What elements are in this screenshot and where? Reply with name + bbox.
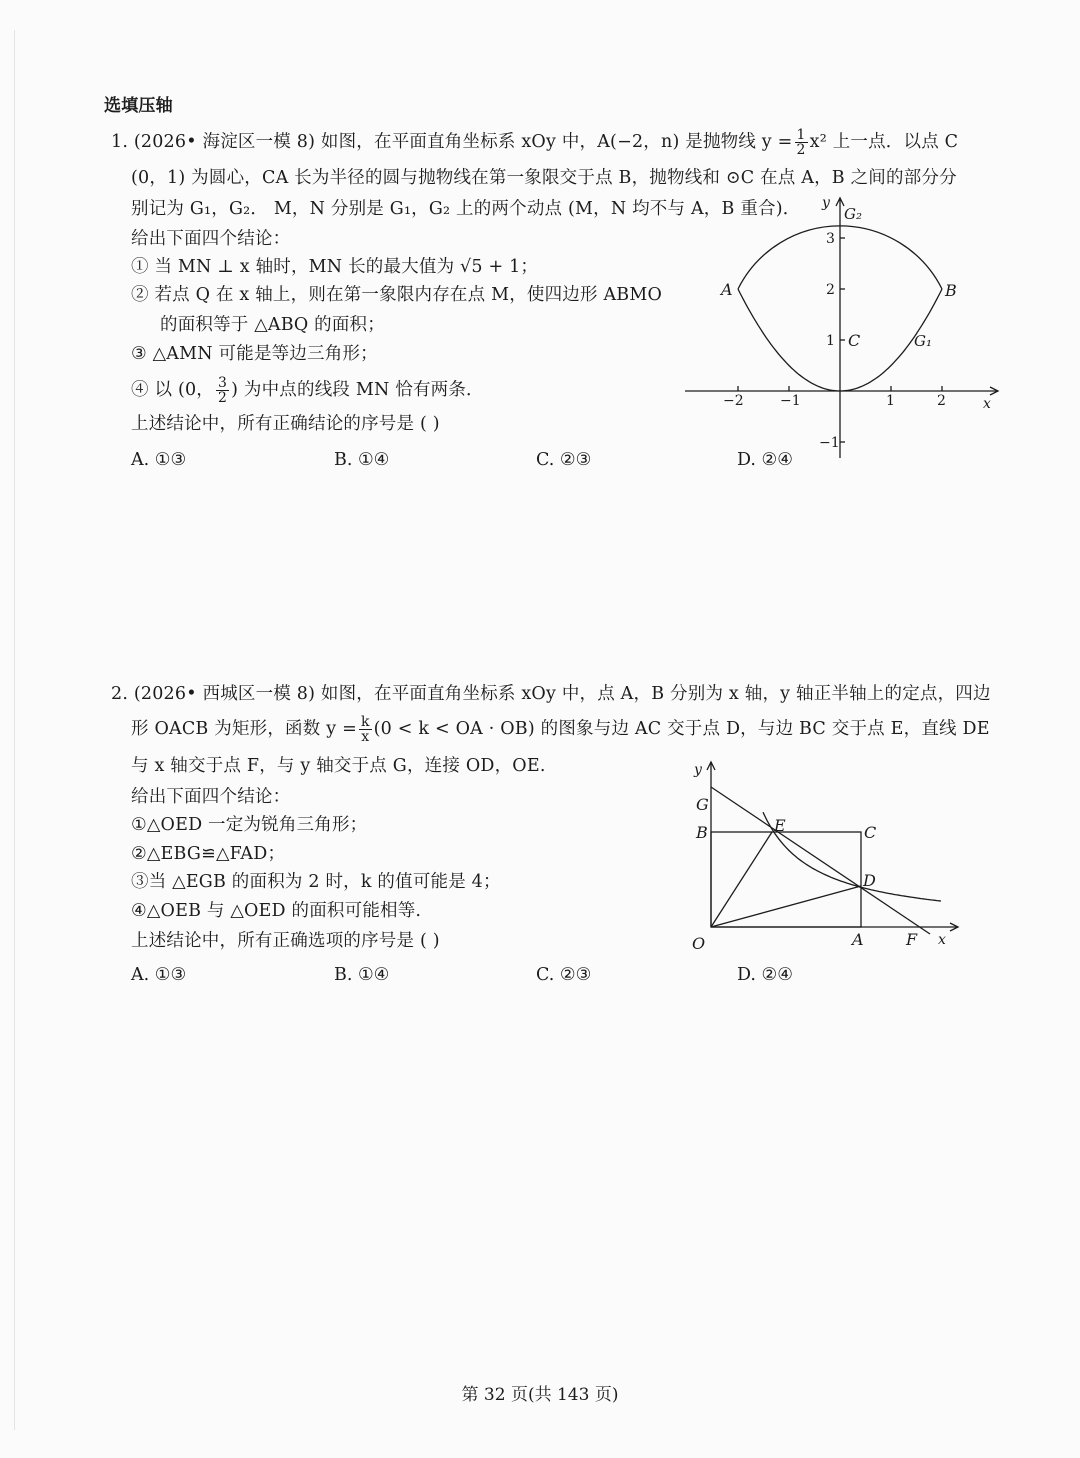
q2-fraction [359,715,372,744]
q1-c4-suffix: 为中点的线段 MN 恰有两条． [243,380,484,400]
q2-label-y: y [694,762,702,778]
q1-line-1-text-b: x² 上一点．以点 C [809,132,959,152]
q1-c4-fraction-num: 3 [218,375,228,391]
q2-line-2 [131,715,990,744]
q1-c4-point-close: ) [231,380,239,400]
q1-label-a: A [721,280,733,299]
q1-x-tick-label: 2 [937,393,946,409]
q1-y-tick-label: 3 [826,231,835,247]
q1-option-c[interactable]: C. ②③ [536,450,592,470]
q2-label-e: E [774,816,786,835]
q2-conclusion-1: ①△OED 一定为锐角三角形； [131,815,368,835]
q1-x-label: x [983,396,991,412]
q1-y-tick-label: 1 [826,333,835,349]
q1-line-1 [111,128,958,157]
page-footer: 第 32 页(共 143 页) [461,1385,619,1405]
q1-conclusion-1: ① 当 MN ⊥ x 轴时，MN 长的最大值为 √5 + 1； [131,257,539,277]
q2-label-o: O [692,934,706,953]
q2-conclusion-4: ④△OEB 与 △OED 的面积可能相等. [131,901,422,921]
q2-line-2-text-a: 形 OACB 为矩形，函数 y = [131,719,357,739]
q1-option-a[interactable]: A. ①③ [131,450,187,470]
q2-label-g: G [696,795,709,814]
q1-c4-point-open: (0， [177,380,214,400]
q1-option-d[interactable]: D. ②④ [737,450,793,470]
q2-option-b[interactable]: B. ①④ [334,965,390,985]
page-edge-shadow [14,30,15,1430]
q2-option-a[interactable]: A. ①③ [131,965,187,985]
q2-hyperbola [763,812,941,901]
q1-y-tick-label: −1 [819,435,840,451]
q2-label-x: x [938,932,946,948]
q1-conclusion-3: ③ △AMN 可能是等边三角形； [131,344,378,364]
q2-line-1: 2. (2026• 西城区一模 8) 如图，在平面直角坐标系 xOy 中，点 A，B 分别为 x 轴，y 轴正半轴上的定点，四边 [111,684,991,704]
q1-fraction [795,128,808,157]
q1-x-tick-label: −2 [723,393,744,409]
q2-label-b: B [696,823,708,842]
q2-option-d[interactable]: D. ②④ [737,965,793,985]
q2-conclusion-2: ②△EBG≌△FAD； [131,844,286,864]
q1-c4-prefix: ④ 以 [131,380,173,400]
q1-y-label: y [822,195,830,211]
q1-y-tick-label: 2 [826,282,835,298]
q1-label-g1: G₁ [914,332,932,350]
q1-ask: 上述结论中，所有正确结论的序号是 ( ) [131,414,440,434]
q2-line-2-text-b: (0 < k < OA · OB) 的图象与边 AC 交于点 D，与边 BC 交于点 E，直线 DE [373,719,990,739]
q1-intro: 给出下面四个结论： [131,229,291,249]
q2-label-a: A [852,930,864,949]
q1-fraction-num: 1 [796,127,806,143]
q2-intro: 给出下面四个结论： [131,787,291,807]
q1-figure [680,190,1010,465]
q1-fraction-den: 2 [796,142,806,158]
q2-fraction-num: k [360,714,370,730]
q1-label-b: B [945,281,957,300]
q2-conclusion-3: ③当 △EGB 的面积为 2 时，k 的值可能是 4； [131,872,501,892]
q2-figure [685,755,965,955]
q1-option-b[interactable]: B. ①④ [334,450,390,470]
q2-label-c: C [864,823,877,842]
q1-label-c: C [848,331,861,350]
q1-label-g2: G₂ [844,205,862,223]
q1-c4-fraction [216,376,229,405]
q1-x-tick-label: 1 [886,393,895,409]
q1-conclusion-4 [131,376,484,405]
q1-x-tick-label: −1 [780,393,801,409]
q2-line-de [711,787,930,934]
q1-line-2: (0，1) 为圆心，CA 长为半径的圆与抛物线在第一象限交于点 B，抛物线和 ⊙C 在点 A，B 之间的部分分 [131,168,957,188]
q2-ask: 上述结论中，所有正确选项的序号是 ( ) [131,931,440,951]
q1-conclusion-2a: ② 若点 Q 在 x 轴上，则在第一象限内存在点 M，使四边形 ABMO [131,285,663,305]
q2-label-f: F [906,930,918,949]
q2-line-3: 与 x 轴交于点 F，与 y 轴交于点 G，连接 OD，OE. [131,756,546,776]
section-title: 选填压轴 [104,96,173,116]
q1-c4-fraction-den: 2 [218,390,228,406]
q2-label-d: D [863,871,876,890]
q2-option-c[interactable]: C. ②③ [536,965,592,985]
q1-line-3: 别记为 G₁，G₂． M，N 分别是 G₁，G₂ 上的两个动点 (M，N 均不与 A，B 重合)． [131,199,801,219]
q2-fraction-den: x [361,729,370,745]
q1-conclusion-2b: 的面积等于 △ABQ 的面积； [160,315,385,335]
q1-line-1-text-a: 1. (2026• 海淀区一模 8) 如图，在平面直角坐标系 xOy 中，A(−2，n) 是抛物线 y = [111,132,793,152]
